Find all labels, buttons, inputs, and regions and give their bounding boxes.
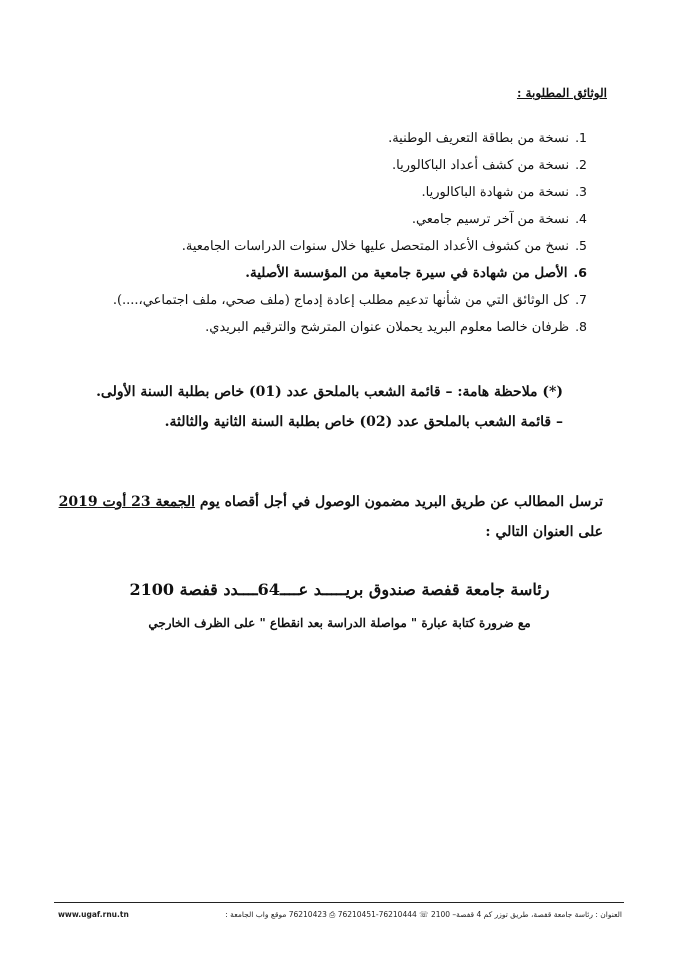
- sending-instructions: [59, 494, 603, 510]
- sending-text: ترسل المطالب عن طريق البريد مضمون الوصول في أجل أقصاه يوم: [195, 494, 603, 510]
- item-number: 1.: [575, 130, 587, 145]
- document-item: [107, 178, 587, 205]
- item-text: نسخة من آخر ترسيم جامعي.: [411, 212, 570, 227]
- footer-contact: العنوان : رئاسة جامعة قفصة، طريق توزر كم 4 قفصة– 2100 ☏ 76210444-76210451 ⎙ 76210423 موقع واب الجامعة :: [225, 910, 622, 919]
- item-number: 6.: [573, 265, 587, 280]
- item-text: نسخ من كشوف الأعداد المتحصل عليها خلال سنوات الدراسات الجامعية.: [181, 239, 570, 254]
- document-item: [107, 286, 587, 313]
- important-note-line-1: (*) ملاحظة هامة: – قائمة الشعب بالملحق عدد (01) خاص بطلبة السنة الأولى.: [96, 384, 563, 400]
- item-text: كل الوثائق التي من شأنها تدعيم مطلب إعادة إدماج (ملف صحي، ملف اجتماعي،....).: [112, 293, 570, 308]
- item-text: ظرفان خالصا معلوم البريد يحملان عنوان المترشح والترقيم البريدي.: [205, 320, 570, 335]
- address-label: على العنوان التالي :: [485, 524, 603, 540]
- document-item: [107, 124, 587, 151]
- document-item: [107, 259, 587, 286]
- item-text: نسخة من كشف أعداد الباكالوريا.: [391, 158, 570, 173]
- document-item: [107, 313, 587, 340]
- important-note-line-2: – قائمة الشعب بالملحق عدد (02) خاص بطلبة السنة الثانية والثالثة.: [164, 414, 563, 430]
- item-number: 3.: [575, 184, 587, 199]
- postal-address: رئاسة جامعة قفصة صندوق بريـــــد عــــ64ــــدد قفصة 2100: [129, 580, 550, 599]
- required-documents-list: [107, 124, 587, 340]
- required-documents-heading: الوثائق المطلوبة :: [516, 86, 607, 100]
- envelope-mention: مع ضرورة كتابة عبارة " مواصلة الدراسة بعد انقطاع " على الظرف الخارجي: [148, 616, 531, 630]
- item-number: 7.: [575, 292, 587, 307]
- item-text: نسخة من شهادة الباكالوريا.: [421, 185, 570, 200]
- document-item: [107, 205, 587, 232]
- item-number: 4.: [575, 211, 587, 226]
- footer-divider: [54, 902, 624, 903]
- item-number: 8.: [575, 319, 587, 334]
- document-item: [107, 232, 587, 259]
- item-text: نسخة من بطاقة التعريف الوطنية.: [388, 131, 570, 146]
- deadline-date: الجمعة 23 أوت 2019: [58, 494, 196, 510]
- website-link[interactable]: www.ugaf.rnu.tn: [58, 910, 129, 919]
- item-number: 5.: [575, 238, 587, 253]
- item-number: 2.: [575, 157, 587, 172]
- footer: [58, 908, 622, 924]
- document-item: [107, 151, 587, 178]
- item-text: الأصل من شهادة في سيرة جامعية من المؤسسة الأصلية.: [245, 265, 568, 281]
